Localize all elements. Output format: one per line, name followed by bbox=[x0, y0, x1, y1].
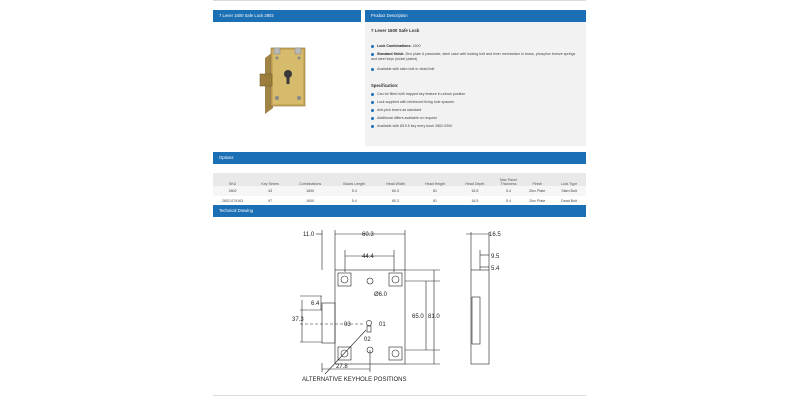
bullet-dot-icon bbox=[371, 45, 374, 48]
image-panel-title: 7 Lever 1600 Safe Lock 2802 bbox=[219, 13, 274, 18]
bullet-item: Standard finish: Zinc plate & passivate, steel case with locking bolt and lever mechanism in brass, phosphor bronze springs and steel keys (nickel plated) bbox=[371, 52, 576, 61]
bullet-dot-icon bbox=[371, 125, 374, 128]
dim-label: 65.0 bbox=[412, 314, 424, 320]
spec-item: Additional differs available on request bbox=[371, 116, 581, 121]
bullet-dot-icon bbox=[371, 101, 374, 104]
column-header: Max Panel Thickness bbox=[494, 173, 522, 186]
table-cell: 2802-079163 bbox=[221, 199, 244, 203]
bullet-item: Available with slam bolt or dead bolt bbox=[371, 67, 581, 72]
options-table bbox=[213, 173, 586, 206]
table-cell: 5.4 bbox=[494, 186, 522, 196]
image-panel-header bbox=[213, 10, 361, 22]
table-cell: 1600 bbox=[306, 199, 315, 203]
technical-header bbox=[213, 205, 586, 217]
column-header: Key Series bbox=[252, 173, 288, 186]
table-cell: 5.4 bbox=[351, 199, 357, 203]
table-cell: 2802 bbox=[213, 186, 252, 196]
table-cell: Dead Bolt bbox=[561, 199, 577, 203]
table-cell: Zinc Plate bbox=[529, 199, 546, 203]
bullet-dot-icon bbox=[371, 109, 374, 112]
product-sheet bbox=[213, 0, 586, 400]
column-header: Head Height bbox=[415, 173, 456, 186]
dim-label: 03 bbox=[344, 322, 351, 328]
dim-label: 9.5 bbox=[491, 254, 500, 260]
bullet-dot-icon bbox=[371, 68, 374, 71]
options-header bbox=[213, 152, 586, 164]
bullet-dot-icon bbox=[371, 53, 374, 56]
table-cell: 81 bbox=[433, 199, 437, 203]
technical-header-label: Technical Drawing bbox=[219, 208, 253, 213]
spec-title: Specification: bbox=[371, 83, 399, 88]
product-photo bbox=[213, 22, 361, 146]
table-cell: 16.5 bbox=[455, 186, 494, 196]
column-header: Head Depth bbox=[455, 173, 494, 186]
spec-item: Lock supplied with reinforced fixing hole spacers bbox=[371, 100, 581, 105]
column-header: Combinations bbox=[288, 173, 332, 186]
dim-label: 37.3 bbox=[292, 317, 304, 323]
dim-label: 11.0 bbox=[303, 232, 315, 238]
dim-label: Ø6.0 bbox=[374, 292, 388, 298]
table-cell: 97 bbox=[268, 199, 273, 203]
table-cell: Slam Bolt bbox=[552, 186, 586, 196]
table-cell: Zinc Plate bbox=[522, 186, 552, 196]
table-row bbox=[213, 186, 586, 196]
description-header bbox=[365, 10, 586, 22]
options-header-row bbox=[213, 173, 586, 186]
table-cell: 16.5 bbox=[471, 199, 479, 203]
dim-label: 6.4 bbox=[311, 301, 320, 307]
column-header: Head Width bbox=[376, 173, 414, 186]
spec-item: Can be fitted with trapped key feature in unlock position bbox=[371, 92, 581, 97]
bullet-dot-icon bbox=[371, 93, 374, 96]
table-cell: 81 bbox=[415, 186, 456, 196]
table-cell: 60.3 bbox=[391, 199, 399, 203]
technical-drawing bbox=[213, 217, 586, 395]
column-header: Backs Length bbox=[332, 173, 376, 186]
table-cell: 60.3 bbox=[376, 186, 414, 196]
bottom-divider bbox=[213, 395, 586, 396]
column-header: Lock Type bbox=[552, 173, 586, 186]
bullet-item: Lock Combinations: 1600 bbox=[371, 44, 581, 49]
table-cell: 5.4 bbox=[505, 199, 511, 203]
dim-label: 81.0 bbox=[428, 314, 440, 320]
spec-item: Anti-pick levers as standard bbox=[371, 108, 581, 113]
table-cell: 43 bbox=[252, 186, 288, 196]
options-header-label: Options bbox=[219, 155, 234, 160]
dim-label: 16.5 bbox=[489, 232, 501, 238]
table-cell: 1600 bbox=[288, 186, 332, 196]
description-header-label: Product Description bbox=[371, 13, 408, 18]
dim-label: 60.3 bbox=[362, 232, 374, 238]
dim-label: 01 bbox=[379, 322, 386, 328]
dim-label: 5.4 bbox=[491, 266, 500, 272]
table-cell: 5.4 bbox=[332, 186, 376, 196]
column-header: SKU bbox=[213, 173, 252, 186]
dim-label: 44.4 bbox=[362, 254, 374, 260]
column-header: Finish bbox=[522, 173, 552, 186]
top-divider bbox=[213, 0, 586, 1]
dim-label: 02 bbox=[364, 337, 371, 343]
bullet-dot-icon bbox=[371, 117, 374, 120]
product-title: 7 Lever 1600 Safe Lock bbox=[371, 28, 420, 33]
drawing-caption: ALTERNATIVE KEYHOLE POSITIONS bbox=[302, 377, 407, 383]
spec-item: Available with Ø19.5 key entry bush 2802-0200 bbox=[371, 124, 581, 129]
dim-label: 27.8 bbox=[336, 364, 348, 370]
